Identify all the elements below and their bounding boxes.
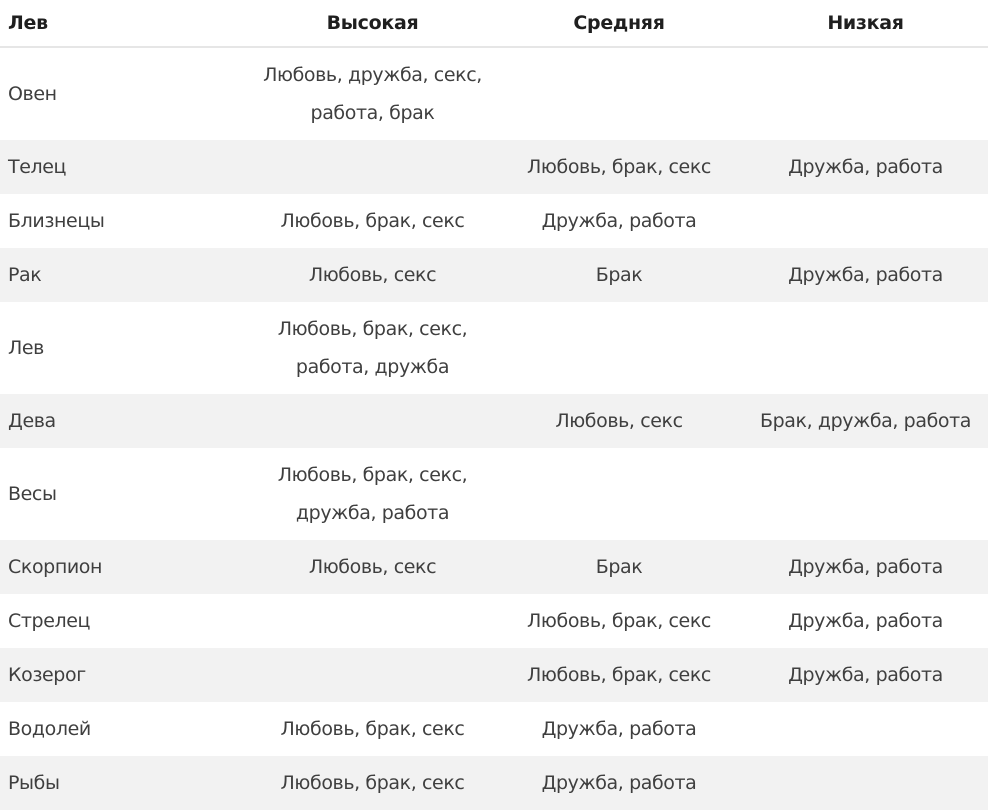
table-row (0, 248, 988, 302)
sign-cell: Рыбы (0, 756, 250, 810)
table-header (0, 0, 988, 47)
sign-cell: Козерог (0, 648, 250, 702)
mid-cell: Любовь, секс (495, 394, 743, 448)
mid-cell (495, 302, 743, 394)
high-cell (250, 140, 495, 194)
table-row (0, 594, 988, 648)
sign-cell: Лев (0, 302, 250, 394)
table-row (0, 47, 988, 140)
header-mid: Средняя (495, 0, 743, 47)
sign-cell: Скорпион (0, 540, 250, 594)
low-cell: Дружба, работа (743, 594, 988, 648)
low-cell (743, 702, 988, 756)
high-cell (250, 394, 495, 448)
header-high: Высокая (250, 0, 495, 47)
table-body (0, 47, 988, 810)
low-cell: Дружба, работа (743, 540, 988, 594)
sign-cell: Телец (0, 140, 250, 194)
mid-cell: Дружба, работа (495, 194, 743, 248)
sign-cell: Водолей (0, 702, 250, 756)
sign-cell: Весы (0, 448, 250, 540)
sign-cell: Овен (0, 47, 250, 140)
high-cell: Любовь, дружба, секс, работа, брак (250, 47, 495, 140)
high-cell: Любовь, секс (250, 248, 495, 302)
table-row (0, 140, 988, 194)
header-sign: Лев (0, 0, 250, 47)
low-cell (743, 448, 988, 540)
sign-cell: Близнецы (0, 194, 250, 248)
table-row (0, 756, 988, 810)
low-cell (743, 756, 988, 810)
low-cell (743, 47, 988, 140)
low-cell (743, 194, 988, 248)
high-cell: Любовь, брак, секс (250, 194, 495, 248)
table-row (0, 302, 988, 394)
mid-cell: Любовь, брак, секс (495, 594, 743, 648)
header-low: Низкая (743, 0, 988, 47)
low-cell: Брак, дружба, работа (743, 394, 988, 448)
mid-cell: Брак (495, 540, 743, 594)
table-row (0, 448, 988, 540)
table-row (0, 194, 988, 248)
high-cell: Любовь, брак, секс, работа, дружба (250, 302, 495, 394)
mid-cell: Брак (495, 248, 743, 302)
mid-cell: Любовь, брак, секс (495, 648, 743, 702)
mid-cell: Дружба, работа (495, 702, 743, 756)
low-cell (743, 302, 988, 394)
mid-cell: Любовь, брак, секс (495, 140, 743, 194)
high-cell (250, 594, 495, 648)
header-row (0, 0, 988, 47)
sign-cell: Стрелец (0, 594, 250, 648)
mid-cell (495, 448, 743, 540)
low-cell: Дружба, работа (743, 248, 988, 302)
mid-cell (495, 47, 743, 140)
low-cell: Дружба, работа (743, 140, 988, 194)
high-cell: Любовь, брак, секс, дружба, работа (250, 448, 495, 540)
low-cell: Дружба, работа (743, 648, 988, 702)
table-row (0, 540, 988, 594)
high-cell: Любовь, брак, секс (250, 702, 495, 756)
mid-cell: Дружба, работа (495, 756, 743, 810)
high-cell: Любовь, брак, секс (250, 756, 495, 810)
table-row (0, 394, 988, 448)
sign-cell: Дева (0, 394, 250, 448)
table-row (0, 648, 988, 702)
table-row (0, 702, 988, 756)
high-cell: Любовь, секс (250, 540, 495, 594)
high-cell (250, 648, 495, 702)
sign-cell: Рак (0, 248, 250, 302)
